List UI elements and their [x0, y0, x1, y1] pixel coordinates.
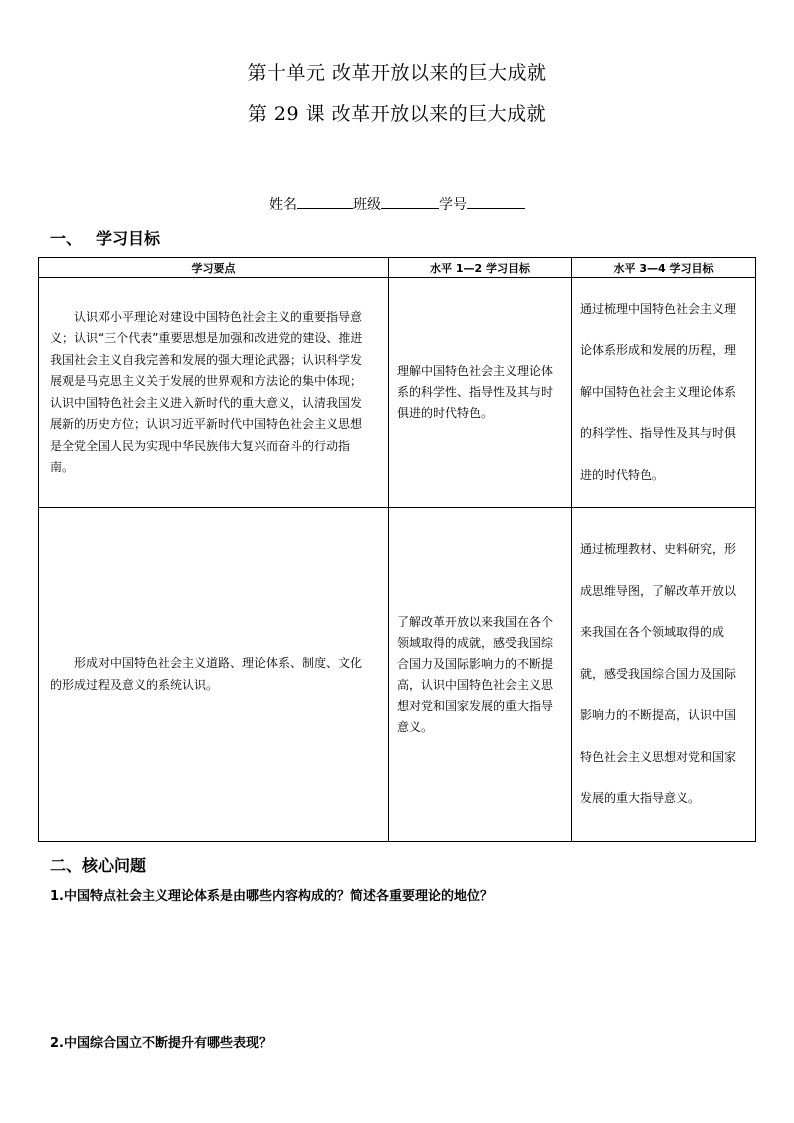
unit-title: 第十单元 改革开放以来的巨大成就: [247, 62, 547, 84]
lesson-title: 第 29 课 改革开放以来的巨大成就: [247, 103, 547, 125]
name-blank: [297, 194, 353, 209]
table-row: [39, 508, 756, 842]
goals-table: [38, 257, 756, 842]
header-cell: 学习要点: [39, 258, 389, 278]
id-label: 学号: [439, 197, 467, 213]
table-row: [39, 278, 756, 508]
section-number: 一、: [50, 229, 83, 248]
class-label: 班级: [353, 197, 381, 213]
level-1-2-cell: 了解改革开放以来我国在各个领域取得的成就，感受我国综合国力及国际影响力的不断提高，认识中国特色社会主义思想对党和国家发展的重大指导意义。: [389, 508, 572, 842]
section-title: 学习目标: [96, 229, 161, 248]
level-1-2-cell: 理解中国特色社会主义理论体系的科学性、指导性及其与时俱进的时代特色。: [389, 278, 572, 508]
id-blank: [467, 194, 525, 209]
header-cell: 水平 1—2 学习目标: [389, 258, 572, 278]
name-label: 姓名: [269, 197, 297, 213]
level-3-4-cell: 通过梳理教材、史料研究，形成思维导图，了解改革开放以来我国在各个领域取得的成就，感受我国综合国力及国际影响力的不断提高，认识中国特色社会主义思想对党和国家发展的重大指导意义。: [572, 508, 756, 842]
learning-point-cell: 形成对中国特色社会主义道路、理论体系、制度、文化的形成过程及意义的系统认识。: [39, 508, 389, 842]
question-item: 1.中国特点社会主义理论体系是由哪些内容构成的？简述各重要理论的地位？: [50, 889, 493, 904]
section-heading-goals: [50, 226, 160, 249]
class-blank: [381, 194, 439, 209]
learning-point-cell: 认识邓小平理论对建设中国特色社会主义的重要指导意义；认识“三个代表”重要思想是加强和改进党的建设、推进我国社会主义自我完善和发展的强大理论武器；认识科学发展观是马克思主义关于发展的世界观和方法论的集中体现；认识中国特色社会主义进入新时代的重大意义，认清我国发展新的历史方位；认识习近平新时代中国特色社会主义思想是全党全国人民为实现中华民族伟大复兴而奋斗的行动指南。: [39, 278, 389, 508]
level-3-4-cell: 通过梳理中国特色社会主义理论体系形成和发展的历程，理解中国特色社会主义理论体系的科学性、指导性及其与时俱进的时代特色。: [572, 278, 756, 508]
student-info-line: [0, 194, 794, 214]
question-item: 2.中国综合国立不断提升有哪些表现？: [50, 1036, 272, 1051]
header-cell: 水平 3—4 学习目标: [572, 258, 756, 278]
table-header-row: [39, 258, 756, 278]
section-heading-core-questions: 二、核心问题: [50, 856, 147, 875]
